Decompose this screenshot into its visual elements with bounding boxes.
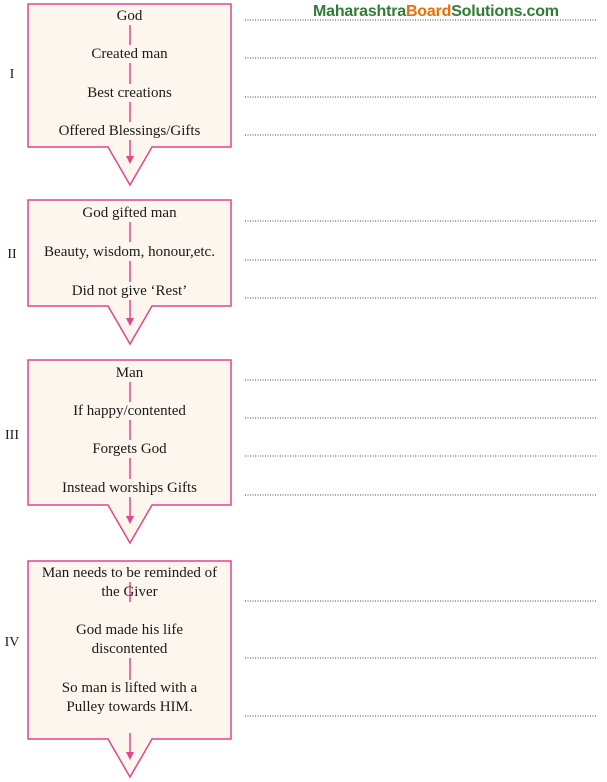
flow-step: If happy/contented — [73, 403, 186, 419]
flow-step: Instead worships Gifts — [62, 480, 197, 496]
flow-step: God — [116, 8, 143, 24]
flow-step: Did not give ‘Rest’ — [71, 283, 188, 299]
flow-step: Man needs to be reminded of the Giver — [41, 565, 218, 600]
watermark-part-3: Solutions.com — [451, 3, 559, 20]
flow-step: Forgets God — [92, 441, 167, 457]
site-watermark — [313, 3, 559, 21]
flow-step: So man is lifted with a Pulley towards HIM. — [61, 680, 198, 715]
section-numeral-3: III — [5, 428, 19, 443]
flow-step: Best creations — [87, 85, 172, 101]
flow-step: Man — [115, 365, 144, 381]
flow-step: Offered Blessings/Gifts — [58, 123, 201, 139]
section-numeral-1: I — [9, 67, 15, 82]
watermark-part-2: Board — [405, 3, 452, 20]
section-numeral-4: IV — [4, 635, 20, 650]
section-numeral-2: II — [7, 247, 17, 262]
flow-step: Beauty, wisdom, honour,etc. — [44, 244, 215, 260]
flow-step: God gifted man — [82, 205, 177, 221]
watermark-part-1: Maharashtra — [313, 3, 406, 20]
flow-step: Created man — [91, 46, 168, 62]
flow-step: God made his life discontented — [75, 622, 184, 657]
